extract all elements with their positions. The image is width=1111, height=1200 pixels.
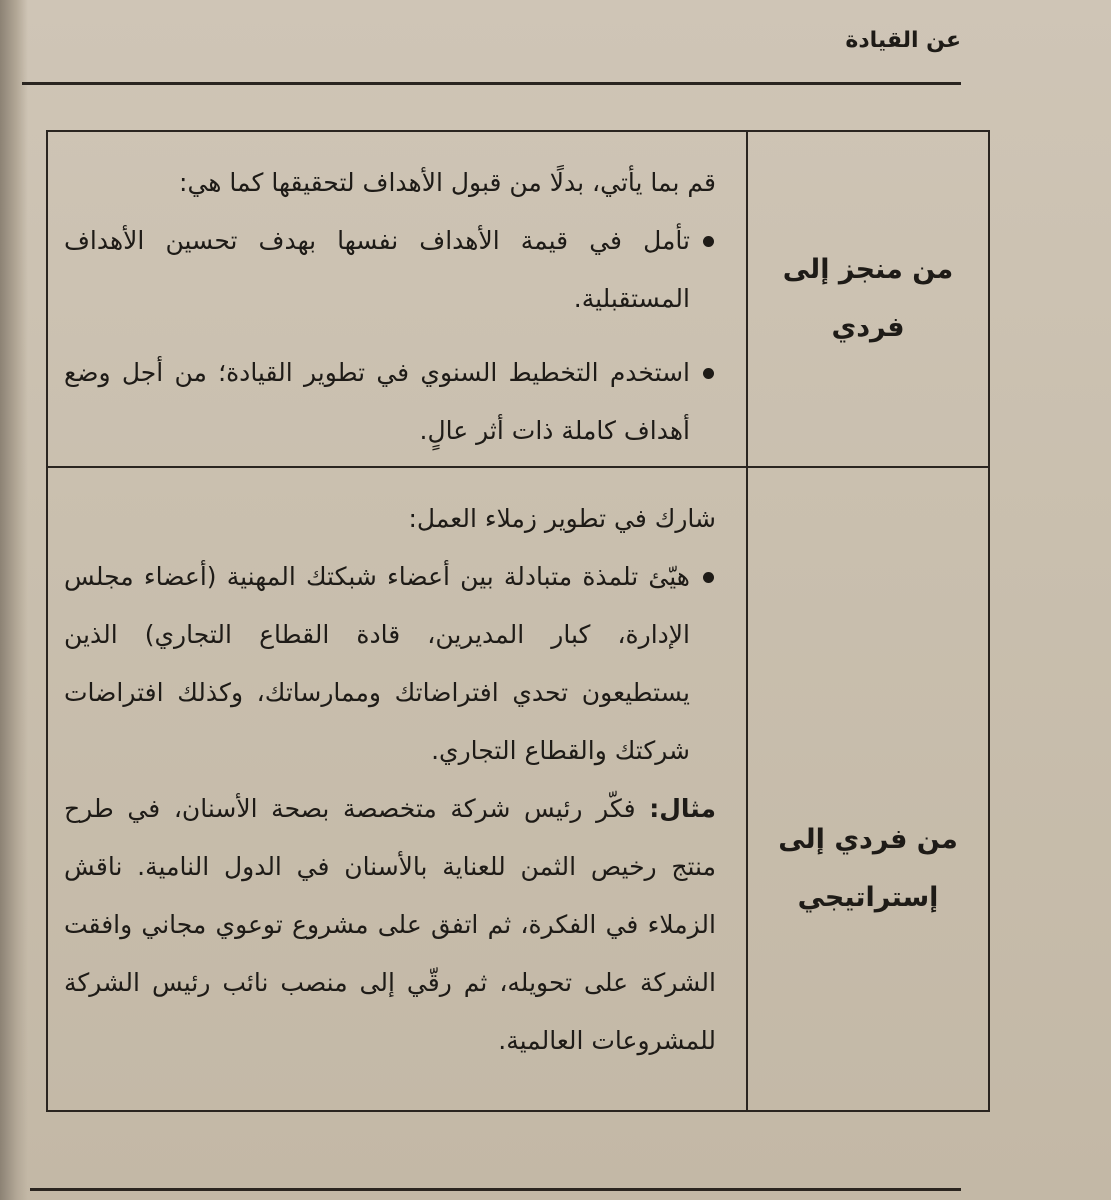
row2-label-line2: إستراتيجي (797, 882, 939, 913)
row2-bullet-1: هيّئ تلمذة متبادلة بين أعضاء شبكتك المهنية (أعضاء مجلس الإدارة، كبار المديرين، قادة القطاع التجاري) الذين يستطيعون تحدي افتراضاتك وممارساتك، وكذلك افتراضات شركتك والقطاع التجاري. (64, 548, 716, 780)
footer-rule (30, 1188, 961, 1191)
row2-label-line1: من فردي إلى (778, 824, 958, 855)
example-label: مثال: (649, 794, 716, 823)
row1-label-cell (748, 132, 988, 468)
row1-intro: قم بما يأتي، بدلًا من قبول الأهداف لتحقيقها كما هي: (179, 168, 716, 197)
row1-label-line2: فردي (831, 312, 905, 343)
example-text: فكّر رئيس شركة متخصصة بصحة الأسنان، في طرح منتج رخيص الثمن للعناية بالأسنان في الدول النامية. ناقش الزملاء في الفكرة، ثم اتفق على مشروع توعوي مجاني وافقت الشركة على تحويله، ثم رقّي إلى منصب نائب رئيس الشركة للمشروعات العالمية. (64, 794, 716, 1055)
content-table (46, 130, 990, 1112)
row2-example (64, 780, 716, 1070)
row1-label-line1: من منجز إلى (782, 254, 954, 285)
row1-content-cell (48, 132, 748, 468)
row2-label-cell (748, 468, 988, 1110)
page-edge-shadow (0, 0, 28, 1200)
row2-intro: شارك في تطوير زملاء العمل: (408, 504, 716, 533)
running-head: عن القيادة (845, 28, 961, 53)
row2-content-cell (48, 468, 748, 1110)
row1-bullet-2: استخدم التخطيط السنوي في تطوير القيادة؛ من أجل وضع أهداف كاملة ذات أثر عالٍ. (64, 344, 716, 460)
row1-bullet-1: تأمل في قيمة الأهداف نفسها بهدف تحسين الأهداف المستقبلية. (64, 212, 716, 328)
header-rule (22, 82, 961, 85)
